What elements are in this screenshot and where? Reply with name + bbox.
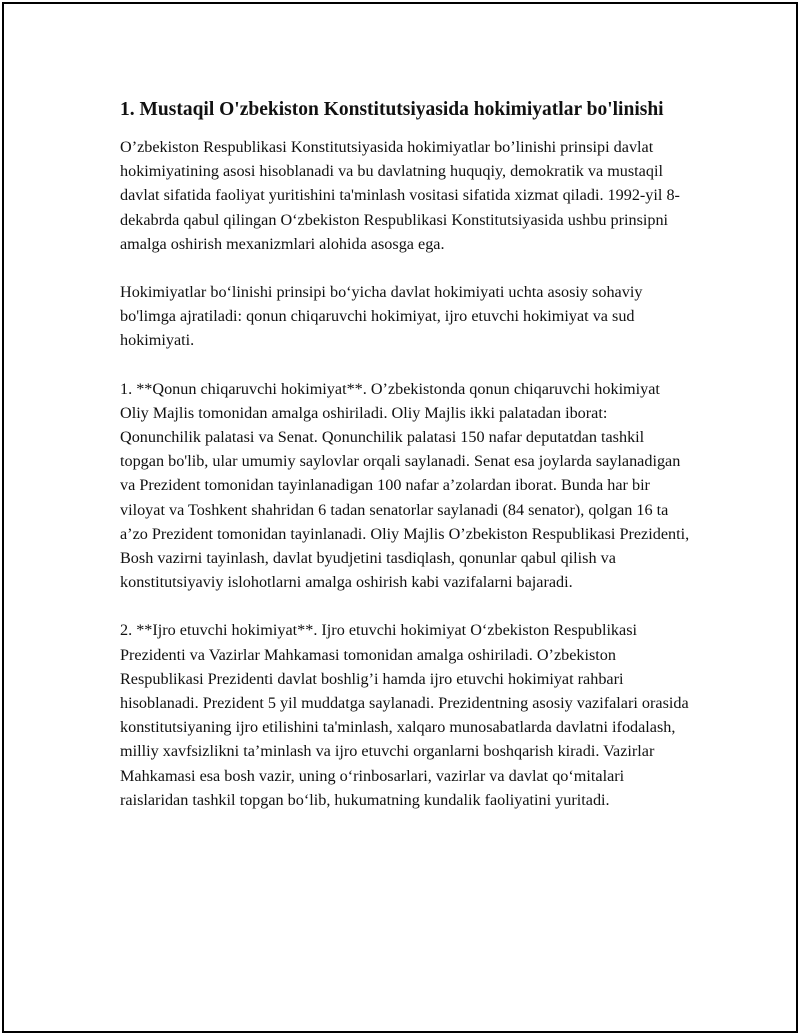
document-body xyxy=(120,96,690,836)
paragraph-branches: Hokimiyatlar bo‘linishi prinsipi bo‘yicha davlat hokimiyati uchta asosiy sohaviy bo'limga ajratiladi: qonun chiqaruvchi hokimiyat, ijro etuvchi hokimiyat va sud hokimiyati. xyxy=(120,283,643,350)
paragraph-intro: O’zbekiston Respublikasi Konstitutsiyasida hokimiyatlar bo’linishi prinsipi davlat hokimiyatining asosi hisoblanadi va bu davlatning huquqiy, demokratik va mustaqil davlat sifatida faoliyat yuritishini ta'minlash vositasi sifatida xizmat qiladi. 1992-yil 8-dekabrda qabul qilingan O‘zbekiston Respublikasi Konstitutsiyasida ushbu prinsipni amalga oshirish mexanizmlari alohida asosga ega. xyxy=(120,138,680,253)
page-frame xyxy=(2,2,798,1033)
document-title: 1. Mustaqil O'zbekiston Konstitutsiyasida hokimiyatlar bo'linishi xyxy=(120,99,664,120)
paragraph-legislative: 1. **Qonun chiqaruvchi hokimiyat**. O’zbekistonda qonun chiqaruvchi hokimiyat Oliy Majlis tomonidan amalga oshiriladi. Oliy Majlis ikki palatadan iborat: Qonunchilik palatasi va Senat. Qonunchilik palatasi 150 nafar deputatdan tashkil topgan bo'lib, ular umumiy saylovlar orqali saylanadi. Senat esa joylarda saylanadigan va Prezident tomonidan tayinlanadigan 100 nafar a’zolardan iborat. Bunda har bir viloyat va Toshkent shahridan 6 tadan senatorlar saylanadi (84 senator), qolgan 16 ta a’zo Prezident tomonidan tayinlanadi. Oliy Majlis O’zbekiston Respublikasi Prezidenti, Bosh vazirni tayinlash, davlat byudjetini tasdiqlash, qonunlar qabul qilish va konstitutsiyaviy islohotlarni amalga oshirish kabi vazifalarni bajaradi. xyxy=(120,379,690,592)
paragraph-executive: 2. **Ijro etuvchi hokimiyat**. Ijro etuvchi hokimiyat O‘zbekiston Respublikasi Prezidenti va Vazirlar Mahkamasi tomonidan amalga oshiriladi. O’zbekiston Respublikasi Prezidenti davlat boshlig’i hamda ijro etuvchi hokimiyat rahbari hisoblanadi. Prezident 5 yil muddatga saylanadi. Prezidentning asosiy vazifalari orasida konstitutsiyaning ijro etilishini ta'minlash, xalqaro munosabatlarda davlatni ifodalash, milliy xavfsizlikni ta’minlash va ijro etuvchi organlarni boshqarish kiradi. Vazirlar Mahkamasi esa bosh vazir, uning o‘rinbosarlari, vazirlar va davlat qo‘mitalari raislaridan tashkil topgan bo‘lib, hukumatning kundalik faoliyatini yuritadi. xyxy=(120,621,689,809)
